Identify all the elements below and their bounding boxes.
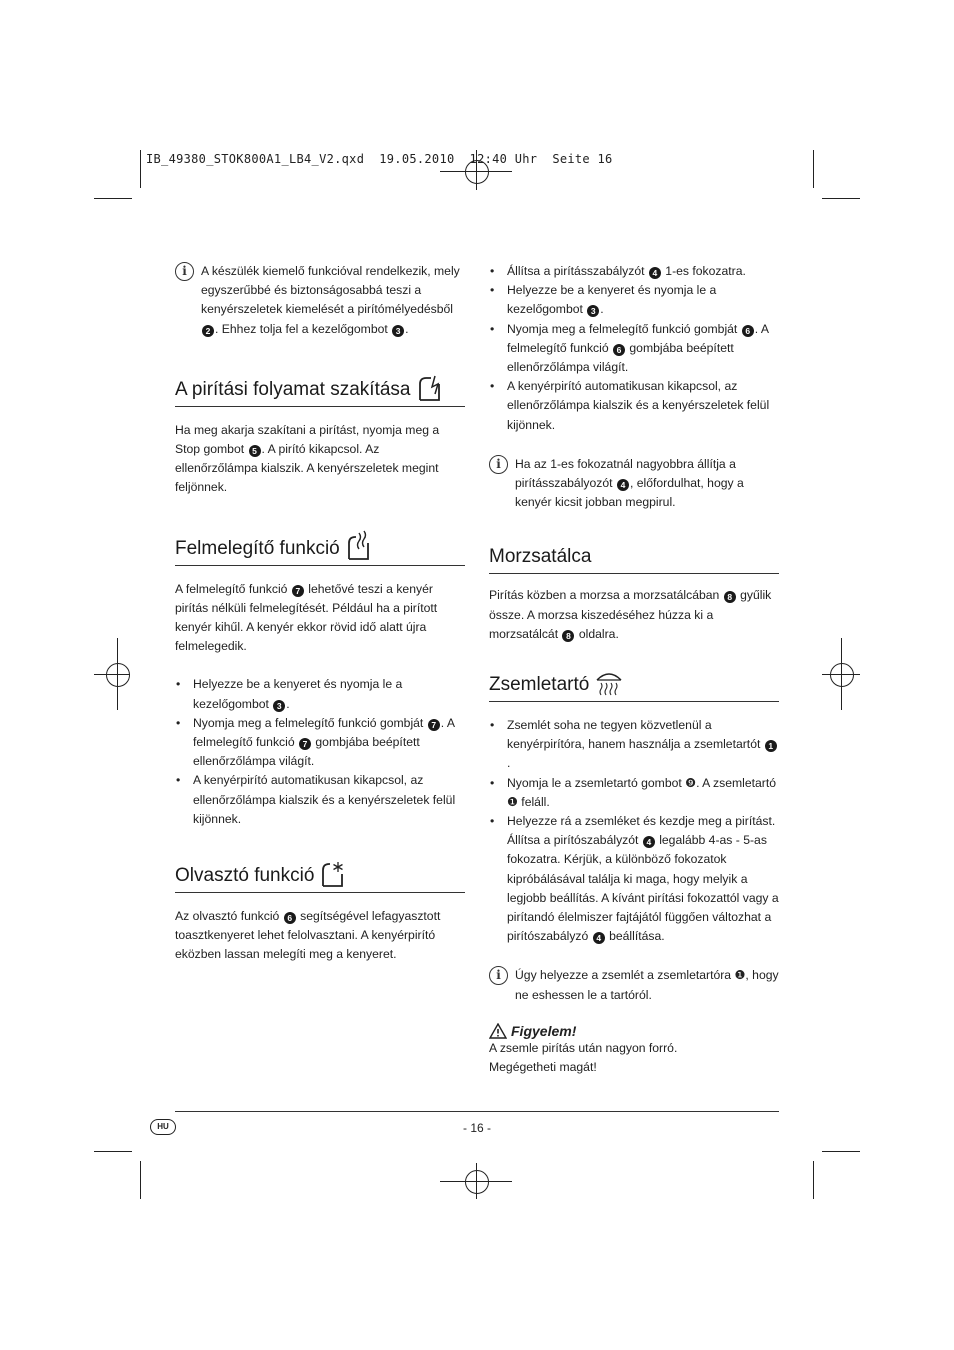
section-body: Pirítás közben a morzsa a morzsatálcában 8 gyűlik össze. A morzsa kiszedéséhez húzza ki a morzsatálcát 8 oldalra. [489, 588, 772, 641]
reference-number: 2 [202, 325, 214, 337]
reference-number: 7 [428, 719, 440, 731]
list-item: • Helyezze be a kenyeret és nyomja le a kezelőgombot 3 . [489, 281, 779, 319]
warning-line: Megégetheti magát! [489, 1060, 597, 1075]
section-title-text: Morzsatálca [489, 546, 592, 568]
reference-number: 6 [742, 325, 754, 337]
reference-number: 8 [562, 630, 574, 642]
reference-number: 3 [392, 325, 404, 337]
instruction-list [175, 675, 465, 829]
list-item: • Nyomja le a zsemletartó gombot ❾. A zsemletartó ❶ feláll. [489, 774, 779, 812]
section-title [489, 546, 779, 574]
reference-number: 3 [587, 305, 599, 317]
crop-mark [140, 150, 141, 188]
warning-title-text: Figyelem! [511, 1022, 577, 1039]
right-column [489, 262, 779, 1077]
list-item: • Helyezze rá a zsemléket és kezdje meg a pirítást. Állítsa a pirítószabályzót 4 legalább 4-as - 5-as fokozatra. Kérjük, a különböző fokozatok kipróbálásával találja ki maga, hogy melyik a legjobb beállítás. A kívánt pirítási fokozattól vagy a pirítandó élelmiszer fajtájától függően változhat a pirítószabályzó 4 beállítása. [489, 812, 779, 946]
registration-mark [465, 1170, 489, 1194]
warning-triangle-icon [489, 1023, 507, 1039]
instruction-list [489, 716, 779, 946]
reference-number: 8 [724, 591, 736, 603]
warning-title [489, 1023, 779, 1039]
crop-mark [813, 1161, 814, 1199]
registration-mark [830, 663, 854, 687]
footer-divider [175, 1111, 779, 1112]
bun-warmer-icon [595, 670, 623, 696]
section-title-text: Zsemletartó [489, 674, 590, 696]
info-text: Ha az 1-es fokozatnál nagyobbra állítja a pirításszabályozót 4 , előfordulhat, hogy a kenyér kicsit jobban megpirul. [515, 456, 744, 510]
crop-mark [94, 674, 130, 675]
registration-mark [106, 663, 130, 687]
section-title-text: A pirítási folyamat szakítása [175, 378, 411, 400]
reference-number: 6 [613, 344, 625, 356]
crop-mark [813, 150, 814, 188]
list-item: • A kenyérpirító automatikusan kikapcsol, az ellenőrzőlámpa kialszik és a kenyérszeletek felül kijönnek. [175, 771, 465, 829]
info-note [489, 966, 779, 1004]
warning-line: A zsemle pirítás után nagyon forró. [489, 1040, 678, 1055]
section-title-text: Olvasztó funkció [175, 865, 315, 887]
info-icon: i [489, 455, 508, 474]
section-title [175, 375, 465, 407]
page-number: - 16 - [462, 1121, 491, 1135]
list-item: • Állítsa a pirításszabályzót 4 1-es fokozatra. [489, 262, 779, 281]
reference-number: 4 [643, 836, 655, 848]
reference-number: 5 [249, 445, 261, 457]
list-item: • Zsemlét soha ne tegyen közvetlenül a kenyérpirítóra, hanem használja a zsemletartót 1. [489, 716, 779, 774]
reference-number: 4 [593, 932, 605, 944]
info-text: Úgy helyezze a zsemlét a zsemletartóra ❶, hogy ne eshessen le a tartóról. [515, 968, 779, 1002]
section-title [175, 861, 465, 893]
instruction-list [489, 262, 779, 435]
section-body: Az olvasztó funkció 6 segítségével lefagyasztott toasztkenyeret lehet felolvasztani. A kenyérpirító eközben lassan melegíti meg a kenyeret. [175, 909, 441, 962]
list-item: • Nyomja meg a felmelegítő funkció gombját 7 . A felmelegítő funkció 7 gombjába beépített ellenőrzőlámpa világít. [175, 714, 465, 772]
toaster-warm-icon [346, 530, 372, 560]
info-note [489, 455, 779, 513]
reference-number: 6 [284, 912, 296, 924]
reference-number: 7 [299, 738, 311, 750]
section-body: A felmelegítő funkció 7 lehetővé teszi a kenyér pirítás nélküli felmelegítését. Például ha a pirított kenyér kihűl. A kenyér ekkor rövid idő alatt újra felmelegedik. [175, 581, 438, 654]
info-note [175, 262, 465, 339]
reference-number: 1 [765, 740, 777, 752]
reference-number: 4 [617, 479, 629, 491]
left-column [175, 262, 465, 965]
section-title-text: Felmelegítő funkció [175, 537, 340, 559]
info-icon: i [489, 966, 508, 985]
section-title [489, 670, 779, 702]
crop-mark [440, 171, 512, 172]
toaster-defrost-icon [320, 861, 346, 887]
language-badge: HU [150, 1119, 176, 1135]
reference-number: 3 [273, 700, 285, 712]
section-body: Ha meg akarja szakítani a pirítást, nyomja meg a Stop gombot 5 . A pirító kikapcsol. Az ellenőrzőlámpa kialszik. A kenyérszeletek megint feljönnek. [175, 422, 440, 495]
crop-mark [822, 674, 860, 675]
section-title [175, 530, 465, 566]
reference-number: 7 [292, 585, 304, 597]
crop-mark [94, 198, 132, 199]
crop-mark [440, 1181, 512, 1182]
list-item: • Nyomja meg a felmelegítő funkció gombját 6 . A felmelegítő funkció 6 gombjába beépített ellenőrzőlámpa világít. [489, 320, 779, 378]
crop-mark [94, 1151, 132, 1152]
list-item: • Helyezze be a kenyeret és nyomja le a kezelőgombot 3 . [175, 675, 465, 713]
info-text: A készülék kiemelő funkcióval rendelkezik, mely egyszerűbbé és biztonságosabbá teszi a kenyérszeletek kiemelését a pirítómélyedésből 2 . Ehhez tolja fel a kezelőgombot 3 . [201, 264, 460, 336]
reference-number: 4 [649, 267, 661, 279]
info-icon: i [175, 262, 194, 281]
crop-mark [140, 1161, 141, 1199]
list-item: • A kenyérpirító automatikusan kikapcsol, az ellenőrzőlámpa kialszik és a kenyérszeletek felül kijönnek. [489, 377, 779, 435]
crop-mark [822, 198, 860, 199]
toaster-stop-icon [417, 375, 443, 401]
crop-mark [822, 1151, 860, 1152]
file-slug: IB_49380_STOK800A1_LB4_V2.qxd 19.05.2010 12:40 Uhr Seite 16 [146, 152, 613, 166]
